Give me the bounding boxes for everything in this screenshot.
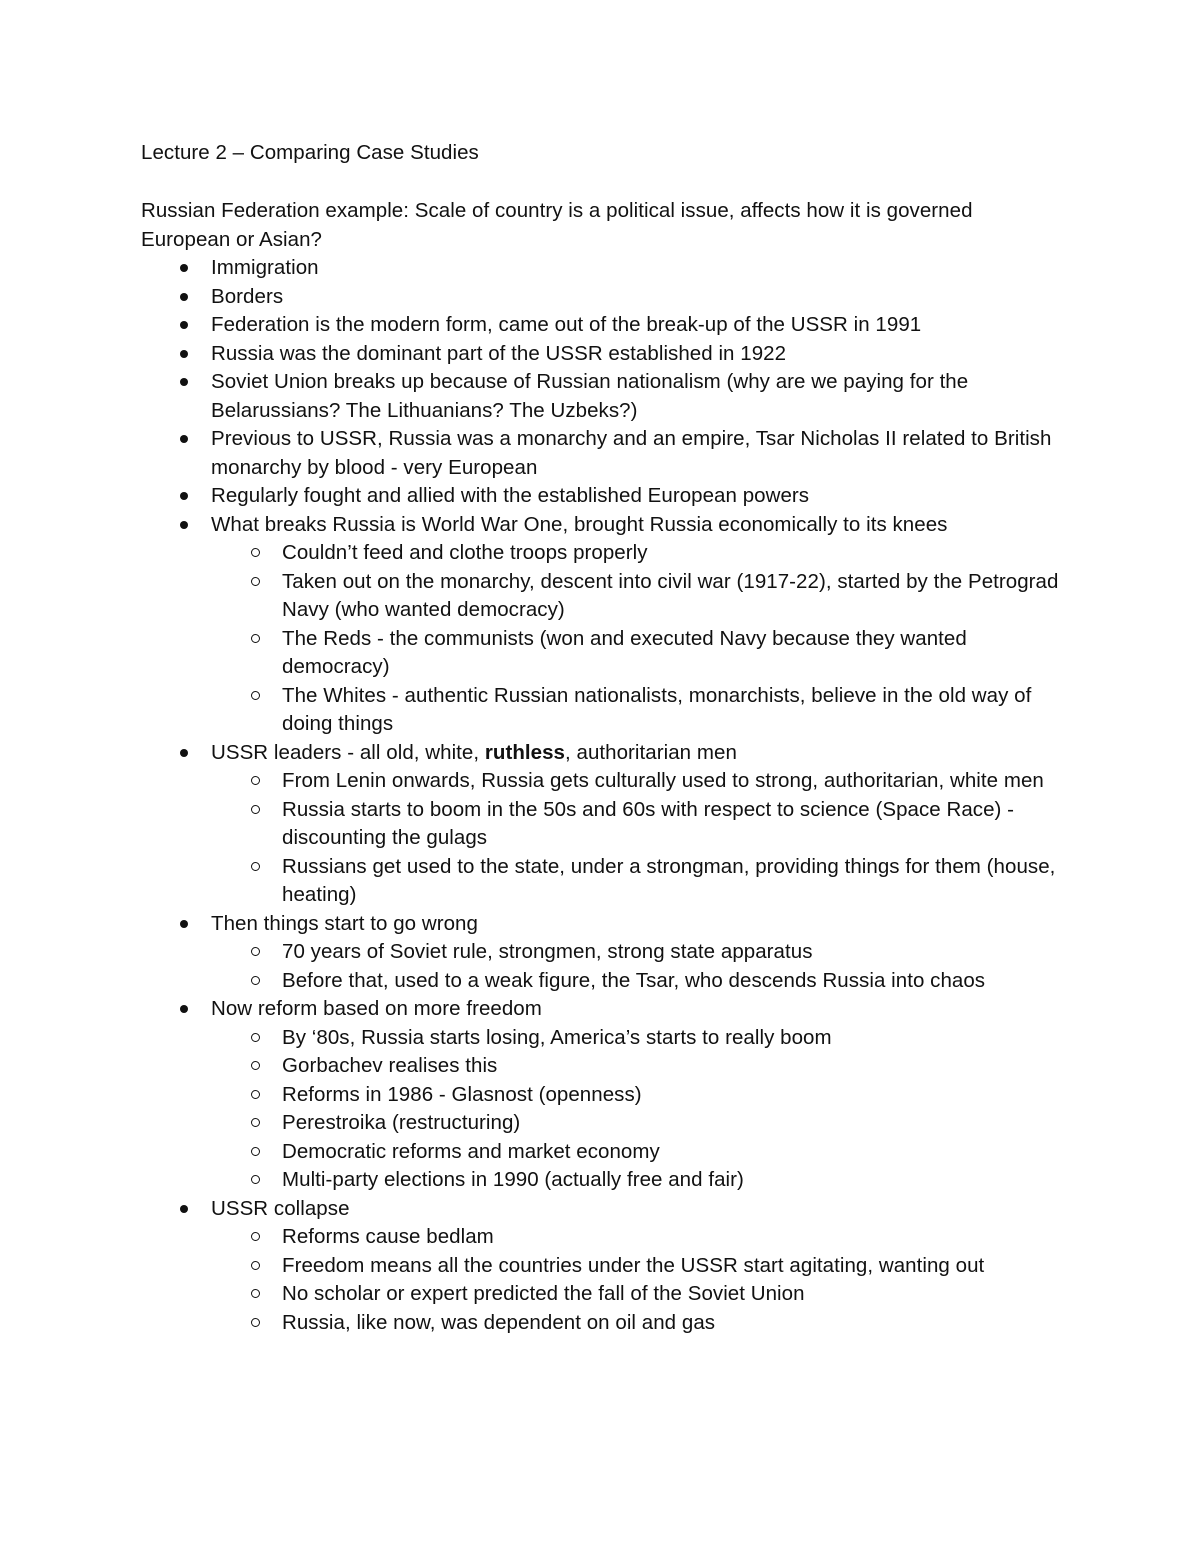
list-item-text <box>211 739 1061 768</box>
text-segment: , authoritarian men <box>565 740 737 764</box>
sub-list-item-text: Russians get used to the state, under a strongman, providing things for them (house, heating) <box>282 854 1056 906</box>
hollow-bullet-icon <box>251 634 260 643</box>
sub-list-item <box>211 539 1061 568</box>
bullet-icon <box>180 350 188 358</box>
bullet-icon <box>180 264 188 272</box>
list-item <box>141 425 1061 482</box>
list-item-text: Then things start to go wrong <box>211 911 478 935</box>
sub-list-item <box>211 1252 1061 1281</box>
sub-list-item <box>211 1309 1061 1338</box>
hollow-bullet-icon <box>251 862 260 871</box>
list-item <box>141 1195 1061 1338</box>
bullet-icon <box>180 492 188 500</box>
sub-list-item-text: Multi-party elections in 1990 (actually free and fair) <box>282 1168 744 1191</box>
list-item-text: Russia was the dominant part of the USSR established in 1922 <box>211 341 787 365</box>
sub-list-item-text: Russia starts to boom in the 50s and 60s with respect to science (Space Race) - discounting the gulags <box>282 797 1015 849</box>
intro-line-2: European or Asian? <box>141 227 322 251</box>
sub-list-item-text: The Whites - authentic Russian nationalists, monarchists, believe in the old way of doing things <box>282 683 1032 735</box>
document-page <box>141 139 1061 1337</box>
bullet-icon <box>180 378 188 386</box>
sub-list-item-text: From Lenin onwards, Russia gets culturally used to strong, authoritarian, white men <box>282 769 1044 792</box>
bullet-icon <box>180 920 188 928</box>
list-item-text: Now reform based on more freedom <box>211 997 542 1020</box>
sub-bullet-list <box>211 938 1061 995</box>
list-item-text: Soviet Union breaks up because of Russian nationalism (why are we paying for the Belarussians? The Lithuanians? The Uzbeks?) <box>211 370 969 422</box>
list-item-text: What breaks Russia is World War One, brought Russia economically to its knees <box>211 512 948 536</box>
list-item <box>141 511 1061 739</box>
list-item <box>141 482 1061 511</box>
sub-list-item <box>211 1138 1061 1167</box>
hollow-bullet-icon <box>251 976 260 985</box>
bullet-icon <box>180 435 188 443</box>
hollow-bullet-icon <box>251 1147 260 1156</box>
hollow-bullet-icon <box>251 1261 260 1270</box>
hollow-bullet-icon <box>251 947 260 956</box>
hollow-bullet-icon <box>251 1118 260 1127</box>
sub-list-item-text: Gorbachev realises this <box>282 1054 498 1077</box>
sub-list-item <box>211 767 1061 796</box>
sub-list-item-text: Before that, used to a weak figure, the Tsar, who descends Russia into chaos <box>282 968 986 992</box>
list-item-text: Regularly fought and allied with the established European powers <box>211 484 810 507</box>
sub-list-item <box>211 796 1061 853</box>
sub-list-item <box>211 1109 1061 1138</box>
sub-list-item-text: Perestroika (restructuring) <box>282 1111 521 1134</box>
bullet-icon <box>180 1005 188 1013</box>
bullet-icon <box>180 521 188 529</box>
sub-list-item-text: Taken out on the monarchy, descent into civil war (1917-22), started by the Petrograd Navy (who wanted democracy) <box>282 569 1059 621</box>
sub-list-item <box>211 1024 1061 1053</box>
intro-paragraph <box>141 197 1061 254</box>
sub-list-item-text: The Reds - the communists (won and executed Navy because they wanted democracy) <box>282 626 967 678</box>
bullet-icon <box>180 321 188 329</box>
hollow-bullet-icon <box>251 577 260 586</box>
sub-list-item <box>211 938 1061 967</box>
intro-line-1: Russian Federation example: Scale of country is a political issue, affects how it is governed <box>141 199 973 222</box>
list-item <box>141 311 1061 340</box>
sub-list-item-text: Couldn’t feed and clothe troops properly <box>282 541 648 564</box>
list-item-text: Federation is the modern form, came out of the break-up of the USSR in 1991 <box>211 313 922 336</box>
sub-list-item-text: Freedom means all the countries under the USSR start agitating, wanting out <box>282 1253 985 1277</box>
bullet-icon <box>180 749 188 757</box>
sub-list-item-text: Russia, like now, was dependent on oil and gas <box>282 1310 716 1334</box>
list-item <box>141 254 1061 283</box>
hollow-bullet-icon <box>251 1175 260 1184</box>
list-item-text: Previous to USSR, Russia was a monarchy and an empire, Tsar Nicholas II related to British monarchy by blood - very European <box>211 427 1052 479</box>
bold-text: ruthless <box>484 740 566 764</box>
sub-list-item-text: By ‘80s, Russia starts losing, America’s starts to really boom <box>282 1025 832 1049</box>
list-item <box>141 340 1061 369</box>
sub-list-item <box>211 568 1061 625</box>
bullet-icon <box>180 1205 188 1213</box>
sub-bullet-list <box>211 539 1061 739</box>
hollow-bullet-icon <box>251 1033 260 1042</box>
hollow-bullet-icon <box>251 548 260 557</box>
list-item <box>141 283 1061 312</box>
sub-list-item-text: Reforms cause bedlam <box>282 1225 494 1248</box>
main-bullet-list <box>141 254 1061 1337</box>
list-item <box>141 910 1061 996</box>
sub-list-item-text: Democratic reforms and market economy <box>282 1139 660 1163</box>
sub-list-item-text: No scholar or expert predicted the fall of the Soviet Union <box>282 1282 805 1305</box>
list-item <box>141 739 1061 910</box>
sub-list-item <box>211 853 1061 910</box>
sub-list-item <box>211 967 1061 996</box>
sub-list-item <box>211 1081 1061 1110</box>
hollow-bullet-icon <box>251 1090 260 1099</box>
sub-list-item <box>211 1166 1061 1195</box>
sub-list-item <box>211 682 1061 739</box>
sub-list-item <box>211 1280 1061 1309</box>
bullet-icon <box>180 293 188 301</box>
hollow-bullet-icon <box>251 1289 260 1298</box>
sub-list-item-text: 70 years of Soviet rule, strongmen, strong state apparatus <box>282 940 813 963</box>
list-item <box>141 995 1061 1195</box>
text-segment: USSR leaders - all old, white, <box>211 740 485 764</box>
list-item-text: Immigration <box>211 256 319 279</box>
hollow-bullet-icon <box>251 1061 260 1070</box>
hollow-bullet-icon <box>251 691 260 700</box>
page-title: Lecture 2 – Comparing Case Studies <box>141 141 479 164</box>
hollow-bullet-icon <box>251 1318 260 1327</box>
sub-list-item <box>211 1223 1061 1252</box>
sub-bullet-list <box>211 1223 1061 1337</box>
sub-list-item-text: Reforms in 1986 - Glasnost (openness) <box>282 1082 642 1106</box>
hollow-bullet-icon <box>251 1232 260 1241</box>
list-item-text: Borders <box>211 284 284 308</box>
sub-bullet-list <box>211 1024 1061 1195</box>
sub-list-item <box>211 1052 1061 1081</box>
list-item-text: USSR collapse <box>211 1196 350 1220</box>
sub-bullet-list <box>211 767 1061 910</box>
hollow-bullet-icon <box>251 805 260 814</box>
sub-list-item <box>211 625 1061 682</box>
list-item <box>141 368 1061 425</box>
hollow-bullet-icon <box>251 776 260 785</box>
